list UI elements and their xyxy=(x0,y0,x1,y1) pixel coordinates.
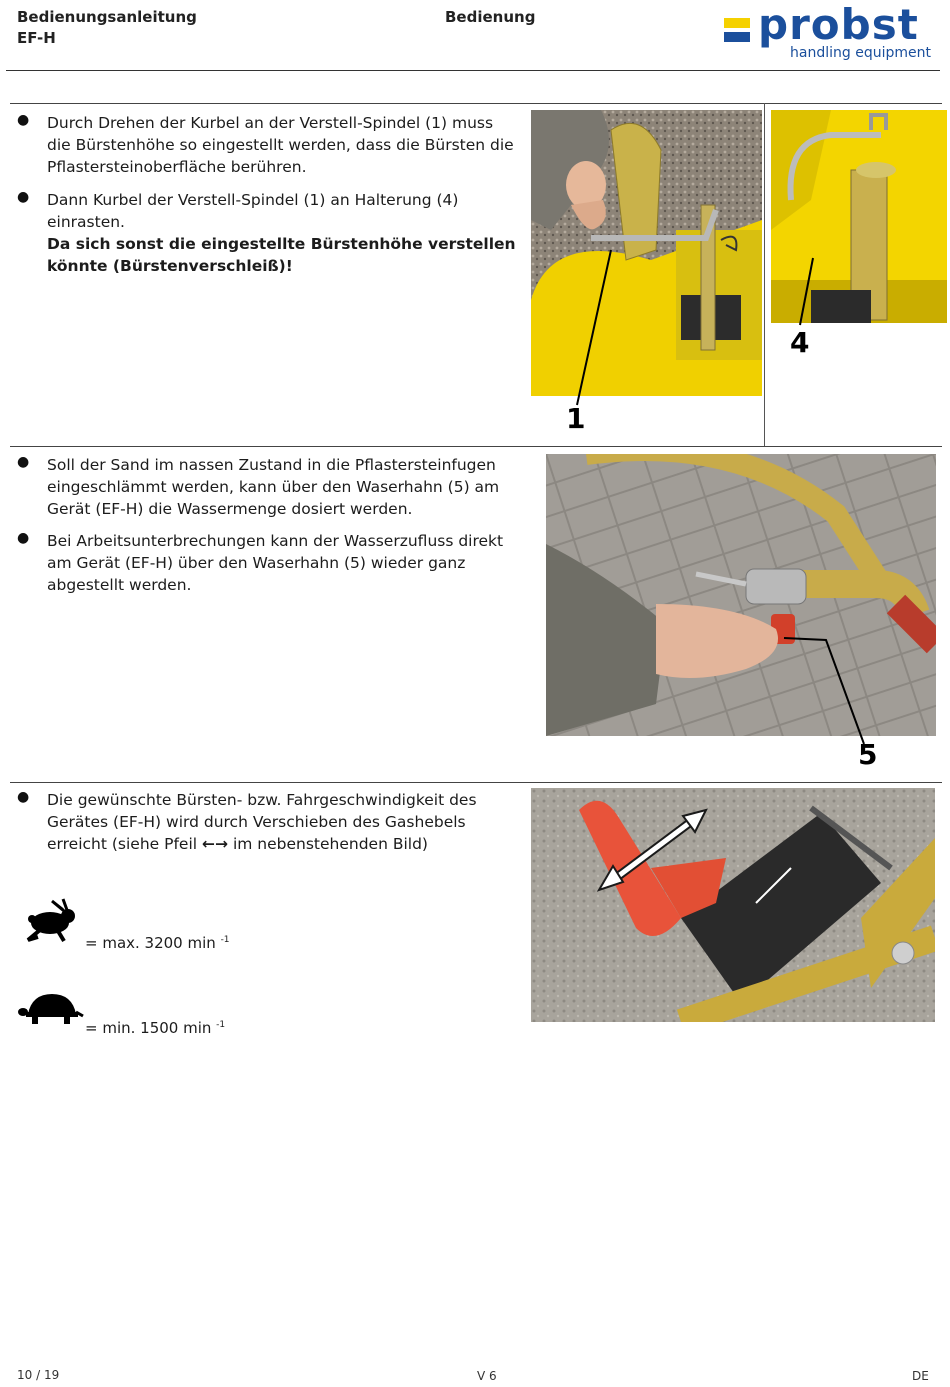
header-rule xyxy=(6,70,940,71)
version-label: V 6 xyxy=(477,1369,497,1383)
bullet-dot: ● xyxy=(17,530,30,546)
section3-top-rule xyxy=(10,782,942,783)
callout-number-1: 1 xyxy=(566,402,586,435)
callout-number-4: 4 xyxy=(790,326,810,359)
section3-bullet1-text-b: im nebenstehenden Bild) xyxy=(232,835,428,853)
model-label: EF-H xyxy=(17,29,56,47)
logo-tagline: handling equipment xyxy=(790,45,931,61)
section2-bullet1-text: Soll der Sand im nassen Zustand in die Pflastersteinfugen eingeschlämmt werden, kann über den Waserhahn (5) am Gerät (EF-H) die Wassermenge dosiert werden. xyxy=(47,456,500,518)
probst-logo xyxy=(722,0,934,66)
max-speed-unit-exp: -1 xyxy=(220,935,230,945)
section3-bullet1-text-a: Die gewünschte Bürsten- bzw. Fahrgeschwindigkeit des Gerätes (EF-H) wird durch Verschieben des Gashebels erreicht (siehe Pfeil xyxy=(47,791,477,853)
callout-line-5 xyxy=(546,454,936,754)
callout-number-5: 5 xyxy=(858,738,878,771)
section3-bullet1 xyxy=(47,789,517,855)
callout-line-4 xyxy=(771,110,947,340)
turtle-icon xyxy=(18,990,84,1030)
section1-warning-text: Da sich sonst die eingestellte Bürstenhöhe verstellen könnte (Bürstenverschleiß)! xyxy=(47,235,516,275)
section2-top-rule xyxy=(10,446,942,447)
doc-title: Bedienungsanleitung xyxy=(17,8,197,26)
section-title: Bedienung xyxy=(445,8,536,26)
bullet-dot: ● xyxy=(17,112,30,128)
max-speed-text: = max. 3200 min xyxy=(85,934,216,952)
bullet-dot: ● xyxy=(17,454,30,470)
bullet-dot: ● xyxy=(17,189,30,205)
min-speed-text: = min. 1500 min xyxy=(85,1019,212,1037)
bullet-dot: ● xyxy=(17,789,30,805)
section1-bullet2-text: Dann Kurbel der Verstell-Spindel (1) an Halterung (4) einrasten. xyxy=(47,191,459,231)
double-arrow-icon: ←→ xyxy=(202,835,228,853)
section1-photo-divider xyxy=(764,103,765,446)
callout-line-1 xyxy=(531,110,762,440)
rabbit-icon xyxy=(18,897,82,945)
min-speed-label xyxy=(85,1014,225,1039)
logo-blue-bar xyxy=(724,32,750,42)
section1-bullet2 xyxy=(47,189,517,277)
page-number: 10 / 19 xyxy=(17,1368,60,1382)
section1-bullet1-text: Durch Drehen der Kurbel an der Verstell-Spindel (1) muss die Bürstenhöhe so eingestellt werden, dass die Bürsten die Pflastersteinoberfläche berühren. xyxy=(47,114,514,176)
language-label: DE xyxy=(912,1369,929,1383)
max-speed-label xyxy=(85,929,230,954)
logo-word: probst xyxy=(758,0,919,49)
section1-top-rule xyxy=(10,103,942,104)
throttle-lever-illustration xyxy=(531,788,935,1022)
logo-yellow-bar xyxy=(724,18,750,28)
throttle-lever-photo xyxy=(531,788,935,1022)
min-speed-unit-exp: -1 xyxy=(216,1020,226,1030)
section2-bullet2-text: Bei Arbeitsunterbrechungen kann der Wasserzufluss direkt am Gerät (EF-H) über den Waserhahn (5) wieder ganz abgestellt werden. xyxy=(47,532,504,594)
